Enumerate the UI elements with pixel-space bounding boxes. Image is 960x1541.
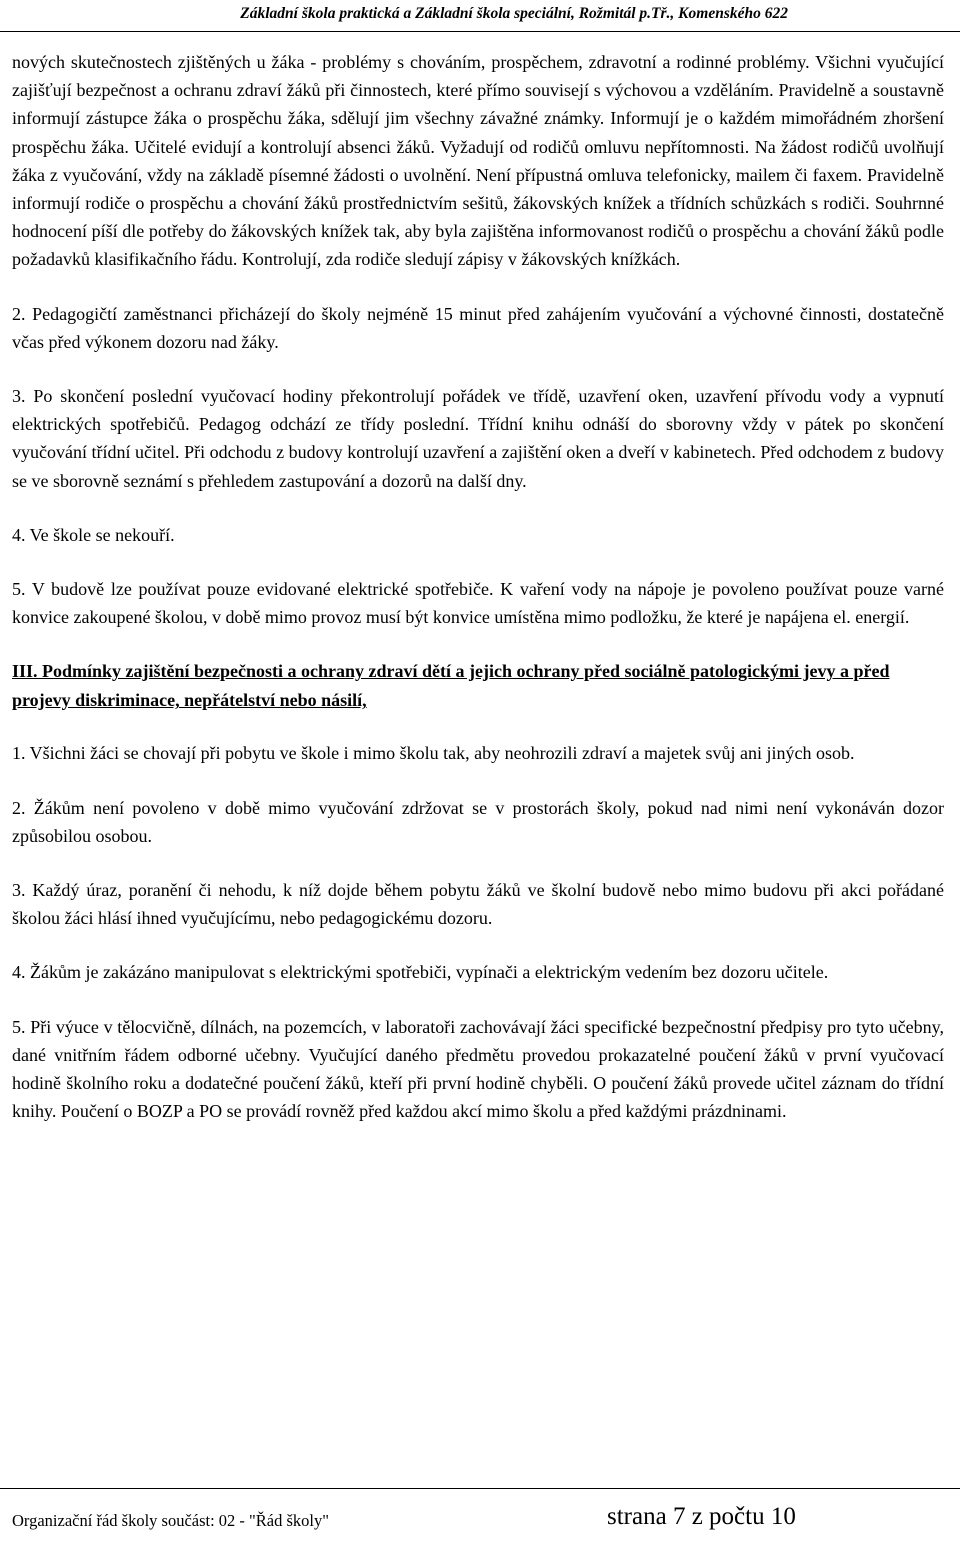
- section-item-3: 3. Každý úraz, poranění či nehodu, k níž dojde během pobytu žáků ve školní budově nebo mimo budovu při akci pořádané školou žáci hlásí ihned vyučujícímu, nebo pedagogickému dozoru.: [12, 880, 944, 929]
- section-item-4: 4. Žákům je zakázáno manipulovat s elektrickými spotřebiči, vypínači a elektrickým vedením bez dozoru učitele.: [12, 962, 829, 983]
- page-footer: [0, 1488, 960, 1541]
- header-text: Základní škola praktická a Základní škola speciální, Rožmitál p.Tř., Komenského 622: [240, 5, 788, 22]
- paragraph-item-5: 5. V budově lze používat pouze evidované elektrické spotřebiče. K vaření vody na nápoje je povoleno používat pouze varné konvice zakoupené školou, v době mimo provoz musí být konvice umístěna mimo podložku, že které je napájena el. energií.: [12, 579, 944, 628]
- section-item-1: 1. Všichni žáci se chovají při pobytu ve škole i mimo školu tak, aby neohrozili zdraví a majetek svůj ani jiných osob.: [12, 743, 855, 764]
- page-header: [0, 0, 960, 32]
- footer-document-name: Organizační řád školy součást: 02 - "Řád školy": [12, 1511, 329, 1530]
- paragraph-item-2: 2. Pedagogičtí zaměstnanci přicházejí do školy nejméně 15 minut před zahájením vyučování a výchovné činnosti, dostatečně včas před výkonem dozoru nad žáky.: [12, 303, 944, 352]
- paragraph-item-3: 3. Po skončení poslední vyučovací hodiny překontrolují pořádek ve třídě, uzavření oken, uzavření přívodu vody a vypnutí elektrických spotřebičů. Pedagog odchází ze třídy poslední. Třídní knihu odnáší do sborovny vždy v pátek po skončení vyučování třídní učitel. Při odchodu z budovy kontrolují uzavření a zajištění oken a dveří v kabinetech. Před odchodem z budovy se ve sborovně seznámí s přehledem zastupování a dozorů na další dny.: [12, 386, 944, 491]
- section-item-2: 2. Žákům není povoleno v době mimo vyučování zdržovat se v prostorách školy, pokud nad nimi není vykonáván dozor způsobilou osobou.: [12, 797, 944, 846]
- footer-page-number: strana 7 z počtu 10: [607, 1503, 796, 1530]
- paragraph-continuation: nových skutečnostech zjištěných u žáka - problémy s chováním, prospěchem, zdravotní a rodinné problémy. Všichni vyučující zajišťují bezpečnost a ochranu zdraví žáků při činnostech, které přímo souvisejí s výchovou a vzděláním. Pravidelně a soustavně informují zástupce žáka o prospěchu žáka, sdělují jim všechny závažné známky. Informují je o každém mimořádném zhoršení prospěchu žáka. Učitelé evidují a kontrolují absenci žáků. Vyžadují od rodičů omluvu nepřítomnosti. Na žádost rodičů uvolňují žáka z vyučování, vždy na základě písemné žádosti o uvolnění. Není přípustná omluva telefonicky, mailem či faxem. Pravidelně informují rodiče o prospěchu a chování žáků prostřednictvím sešitů, žákovských knížek a třídních schůzkách s rodiči. Souhrnné hodnocení píší dle potřeby do žákovských knížek tak, aby byla zajištěna informovanost rodičů o prospěchu a chování žáků podle požadavků klasifikačního řádu. Kontrolují, zda rodiče sledují zápisy v žákovských knížkách.: [12, 52, 944, 270]
- document-body: [12, 48, 944, 1151]
- paragraph-item-4: 4. Ve škole se nekouří.: [12, 524, 175, 545]
- section-item-5: 5. Při výuce v tělocvičně, dílnách, na pozemcích, v laboratoři zachovávají žáci specifické bezpečnostní předpisy pro tyto učebny, dané vnitřním řádem odborné učebny. Vyučující daného předmětu provedou prokazatelné poučení žáků v první vyučovací hodině školního roku a dodatečné poučení žáků, kteří při první hodině chyběli. O poučení žáků provede učitel záznam do třídní knihy. Poučení o BOZP a PO se provádí rovněž před každou akcí mimo školu a před každými prázdninami.: [12, 1016, 944, 1122]
- section-heading: III. Podmínky zajištění bezpečnosti a ochrany zdraví dětí a jejich ochrany před sociálně patologickými jevy a před projevy diskriminace, nepřátelství nebo násilí,: [12, 661, 890, 711]
